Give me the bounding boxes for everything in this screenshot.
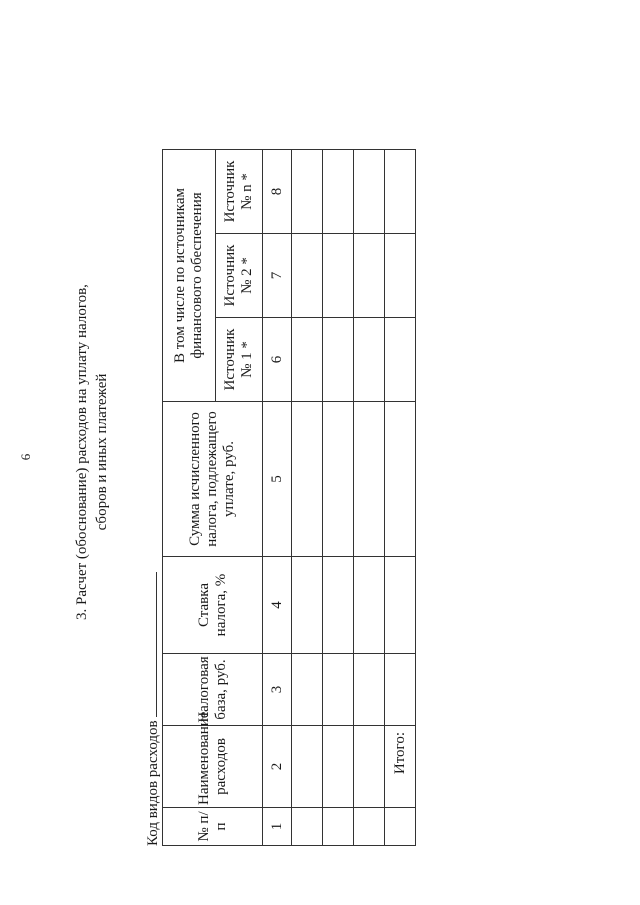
table-cell[interactable] bbox=[385, 234, 416, 318]
table-cell[interactable] bbox=[323, 402, 354, 557]
table-cell[interactable] bbox=[323, 808, 354, 846]
header-source-2: Источник № 2 * bbox=[216, 234, 263, 318]
column-number: 8 bbox=[263, 149, 292, 233]
table-cell[interactable] bbox=[385, 654, 416, 726]
table-cell[interactable] bbox=[354, 654, 385, 726]
header-source-1: Источник № 1 * bbox=[216, 318, 263, 402]
table-cell[interactable] bbox=[354, 402, 385, 557]
table-cell[interactable] bbox=[323, 557, 354, 654]
page-number: 6 bbox=[18, 453, 33, 461]
table-cell[interactable] bbox=[323, 149, 354, 233]
expense-code-blank bbox=[142, 572, 157, 717]
expense-code-line bbox=[142, 572, 162, 846]
table-cell[interactable] bbox=[323, 318, 354, 402]
table-cell[interactable] bbox=[385, 149, 416, 233]
table-row bbox=[354, 149, 385, 845]
table-cell[interactable] bbox=[385, 557, 416, 654]
table-row bbox=[323, 149, 354, 845]
expense-code-label: Код видов расходов bbox=[145, 720, 161, 846]
header-tax-base: Налоговая база, руб. bbox=[163, 654, 263, 726]
table-cell[interactable] bbox=[292, 149, 323, 233]
tax-calculation-table bbox=[162, 149, 416, 846]
table-cell[interactable] bbox=[323, 726, 354, 808]
table-cell[interactable] bbox=[323, 234, 354, 318]
header-source-n: Источник № n * bbox=[216, 149, 263, 233]
header-tax-rate: Ставка налога, % bbox=[163, 557, 263, 654]
column-number: 2 bbox=[263, 726, 292, 808]
header-funding-sources: В том числе по источникам финансового обеспечения bbox=[163, 149, 216, 401]
table-row bbox=[292, 149, 323, 845]
table-cell[interactable] bbox=[354, 149, 385, 233]
table-cell[interactable] bbox=[292, 402, 323, 557]
table-cell[interactable] bbox=[292, 726, 323, 808]
title-line-1: 3. Расчет (обоснование) расходов на уплату налогов, bbox=[74, 284, 90, 620]
table-cell[interactable] bbox=[292, 654, 323, 726]
table-cell[interactable] bbox=[354, 318, 385, 402]
header-number: № п/п bbox=[163, 808, 263, 846]
title-line-2: сборов и иных платежей bbox=[94, 373, 110, 531]
column-number: 3 bbox=[263, 654, 292, 726]
table-cell[interactable] bbox=[292, 557, 323, 654]
rotated-page-content bbox=[72, 28, 608, 876]
table-cell[interactable] bbox=[354, 234, 385, 318]
header-expense-name: Наименование расходов bbox=[163, 726, 263, 808]
table-cell[interactable] bbox=[385, 318, 416, 402]
table-cell[interactable] bbox=[292, 234, 323, 318]
column-number: 7 bbox=[263, 234, 292, 318]
header-row-top bbox=[163, 149, 216, 845]
column-number: 5 bbox=[263, 402, 292, 557]
section-title bbox=[72, 28, 112, 876]
table-cell[interactable] bbox=[323, 654, 354, 726]
table-cell[interactable] bbox=[354, 808, 385, 846]
column-number-row bbox=[263, 149, 292, 845]
table-cell[interactable] bbox=[385, 402, 416, 557]
total-row bbox=[385, 149, 416, 845]
table-cell[interactable] bbox=[292, 318, 323, 402]
column-number: 1 bbox=[263, 808, 292, 846]
column-number: 4 bbox=[263, 557, 292, 654]
total-label: Итого: bbox=[385, 726, 416, 808]
table-cell[interactable] bbox=[354, 726, 385, 808]
header-tax-amount: Сумма исчисленного налога, подлежащего уплате, руб. bbox=[163, 402, 263, 557]
table-cell[interactable] bbox=[292, 808, 323, 846]
table-cell[interactable] bbox=[354, 557, 385, 654]
column-number: 6 bbox=[263, 318, 292, 402]
total-empty-cell bbox=[385, 808, 416, 846]
